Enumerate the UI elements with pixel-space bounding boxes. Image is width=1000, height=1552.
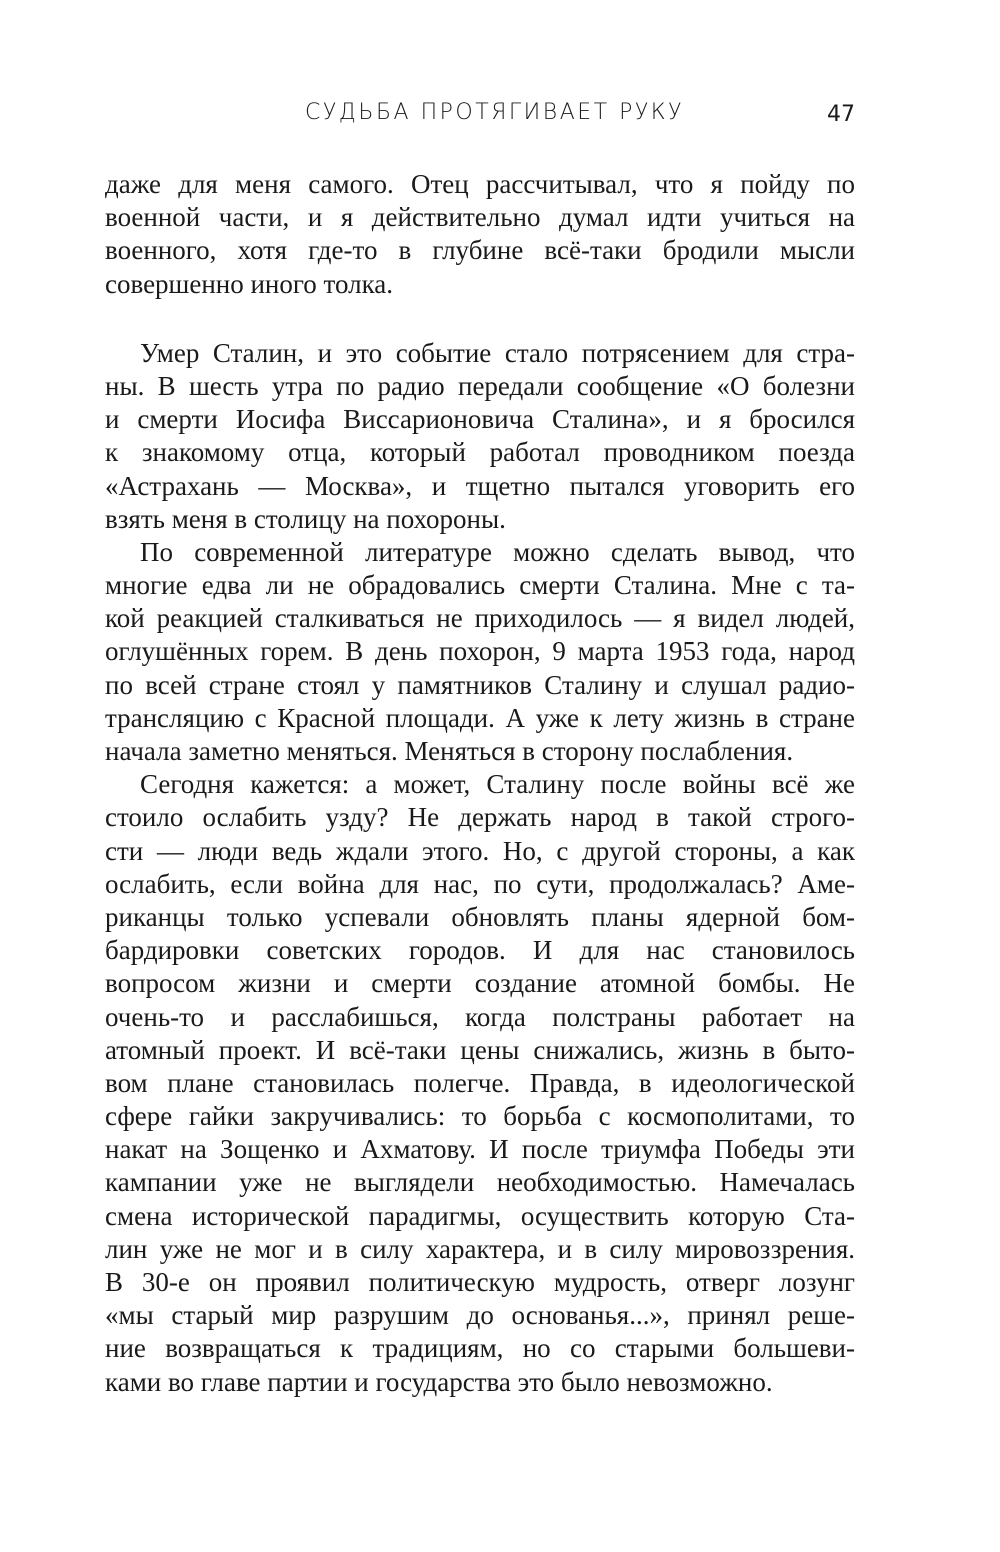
- text-line: к знакомому отца, который работал проводником поезда: [105, 437, 855, 468]
- text-line: вом плане становилась полегче. Правда, в идеологической: [105, 1067, 855, 1098]
- text-line: многие едва ли не обрадовались смерти Сталина. Мне с та-: [105, 570, 855, 601]
- text-line: В 30-е он проявил политическую мудрость, отверг лозунг: [105, 1267, 855, 1297]
- text-line: сти — люди ведь ждали этого. Но, с другой стороны, а как: [105, 835, 855, 866]
- text-line: Умер Сталин, и это событие стало потрясением для стра-: [140, 337, 855, 368]
- text-line: даже для меня самого. Отец рассчитывал, что я пойду по: [105, 169, 855, 199]
- text-line: «мы старый мир разрушим до основанья...», принял реше-: [105, 1300, 855, 1331]
- text-line: ние возвращаться к традициям, но со старыми большеви-: [105, 1333, 855, 1364]
- text-line: бардировки советских городов. И для нас становилось: [105, 935, 855, 966]
- text-line: кампании уже не выглядели необходимостью. Намечалась: [105, 1167, 855, 1198]
- text-line: ослабить, если война для нас, по сути, продолжалась? Аме-: [105, 868, 855, 899]
- text-line: военного, хотя где-то в глубине всё-таки бродили мысли: [105, 235, 855, 266]
- text-line: совершенно иного толка.: [105, 268, 394, 299]
- text-line: начала заметно меняться. Меняться в сторону послабления.: [105, 736, 794, 766]
- text-line: риканцы только успевали обновлять планы ядерной бом-: [105, 901, 855, 932]
- paragraph: [105, 168, 855, 301]
- text-line: взять меня в столицу на похороны.: [105, 503, 506, 534]
- text-line: очень-то и расслабишься, когда полстраны работает на: [105, 1001, 855, 1032]
- text-line: кой реакцией сталкиваться не приходилось — я видел людей,: [105, 603, 855, 634]
- text-line: стоило ослабить узду? Не держать народ в такой строго-: [105, 802, 855, 833]
- page-number: 47: [827, 102, 855, 127]
- text-line: военной части, и я действительно думал идти учиться на: [105, 202, 855, 233]
- text-line: «Астрахань — Москва», и тщетно пытался уговорить его: [105, 470, 855, 501]
- paragraph: [105, 536, 855, 768]
- text-line: сфере гайки закручивались: то борьба с космополитами, то: [105, 1101, 855, 1132]
- text-line: ны. В шесть утра по радио передали сообщение «О болезни: [105, 370, 855, 401]
- text-line: Сегодня кажется: а может, Сталину после войны всё же: [140, 769, 855, 800]
- text-line: ками во главе партии и государства это было невозможно.: [105, 1366, 773, 1397]
- text-line: атомный проект. И всё-таки цены снижались, жизнь в быто-: [105, 1034, 855, 1065]
- text-line: оглушённых горем. В день похорон, 9 марта 1953 года, народ: [105, 636, 855, 667]
- page-header: [105, 100, 855, 136]
- text-line: лин уже не мог и в силу характера, и в силу мировоззрения.: [105, 1233, 855, 1264]
- text-line: накат на Зощенко и Ахматову. И после триумфа Победы эти: [105, 1134, 855, 1165]
- text-line: по всей стране стоял у памятников Сталину и слушал радио-: [105, 669, 855, 700]
- text-line: По современной литературе можно сделать вывод, что: [140, 536, 855, 567]
- paragraph: [105, 768, 855, 1399]
- body-text: [105, 168, 855, 1399]
- text-line: и смерти Иосифа Виссарионовича Сталина», и я бросился: [105, 404, 855, 435]
- text-line: вопросом жизни и смерти создание атомной бомбы. Не: [105, 968, 855, 999]
- running-title: СУДЬБА ПРОТЯГИВАЕТ РУКУ: [305, 100, 684, 125]
- paragraph: [105, 337, 855, 536]
- text-line: смена исторической парадигмы, осуществить которую Ста-: [105, 1200, 855, 1231]
- text-line: трансляцию с Красной площади. А уже к лету жизнь в стране: [105, 702, 855, 733]
